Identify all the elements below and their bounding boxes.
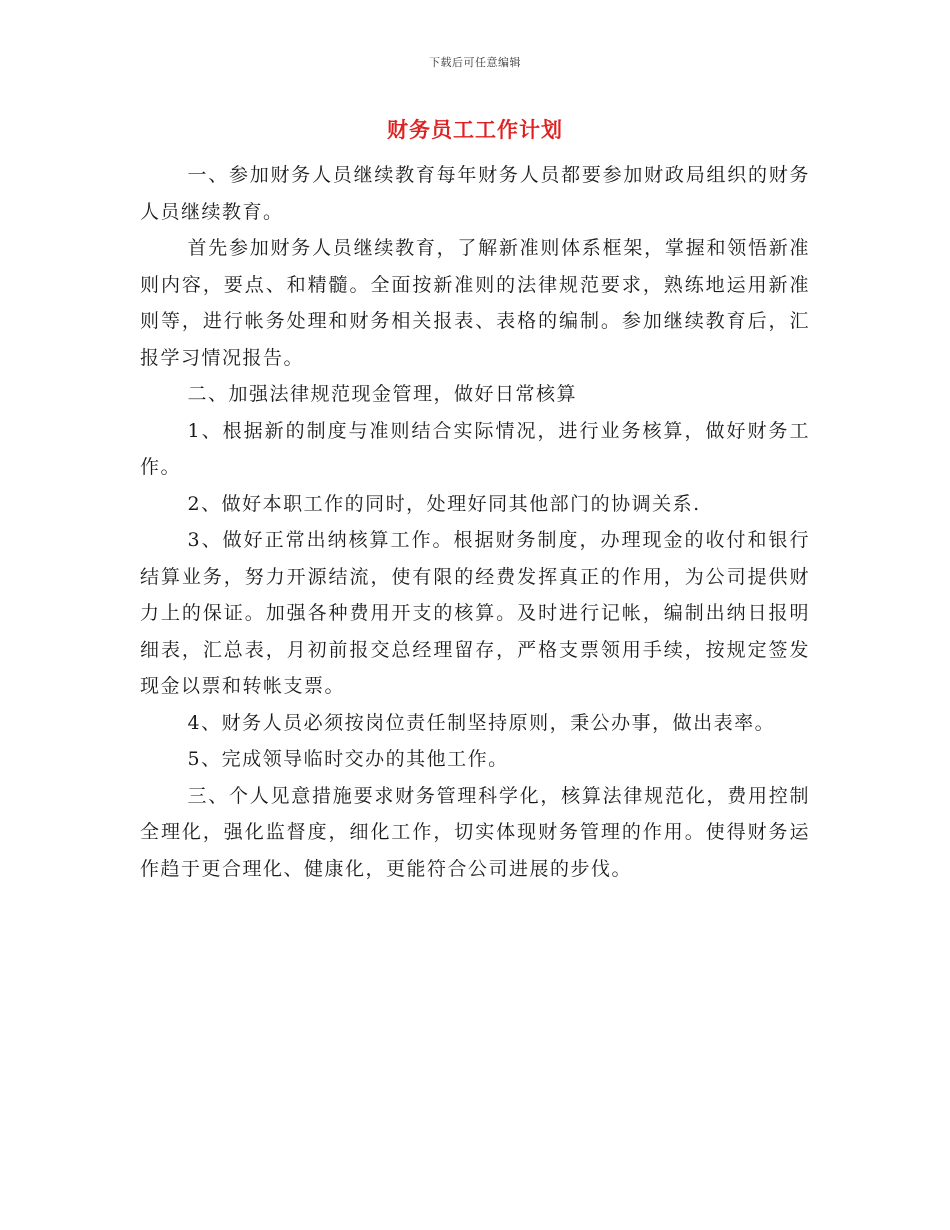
paragraph: 首先参加财务人员继续教育，了解新准则体系框架，掌握和领悟新准则内容，要点、和精髓。全面按新准则的法律规范要求，熟练地运用新准则等，进行帐务处理和财务相关报表、表格的编制。参加继续教育后，汇报学习情况报告。 xyxy=(140,237,810,369)
paragraph: 三、个人见意措施要求财务管理科学化，核算法律规范化，费用控制全理化，强化监督度，细化工作，切实体现财务管理的作用。使得财务运作趋于更合理化、健康化，更能符合公司进展的步伐。 xyxy=(140,784,810,880)
paragraph: 一、参加财务人员继续教育每年财务人员都要参加财政局组织的财务人员继续教育。 xyxy=(140,164,810,223)
document-body xyxy=(140,157,810,887)
header-note: 下载后可任意编辑 xyxy=(429,56,521,69)
paragraph: 2、做好本职工作的同时，处理好同其他部门的协调关系. xyxy=(187,492,701,515)
paragraph: 1、根据新的制度与准则结合实际情况，进行业务核算，做好财务工作。 xyxy=(140,419,810,478)
paragraph: 5、完成领导临时交办的其他工作。 xyxy=(187,748,509,770)
paragraph: 二、加强法律规范现金管理，做好日常核算 xyxy=(187,383,578,405)
document-title: 财务员工工作计划 xyxy=(387,118,563,142)
paragraph: 4、财务人员必须按岗位责任制坚持原则，秉公办事，做出表率。 xyxy=(187,711,776,734)
paragraph: 3、做好正常出纳核算工作。根据财务制度，办理现金的收付和银行结算业务，努力开源结流，使有限的经费发挥真正的作用，为公司提供财力上的保证。加强各种费用开支的核算。及时进行记帐，编制出纳日报明细表，汇总表，月初前报交总经理留存，严格支票领用手续，按规定签发现金以票和转帐支票。 xyxy=(140,529,810,697)
